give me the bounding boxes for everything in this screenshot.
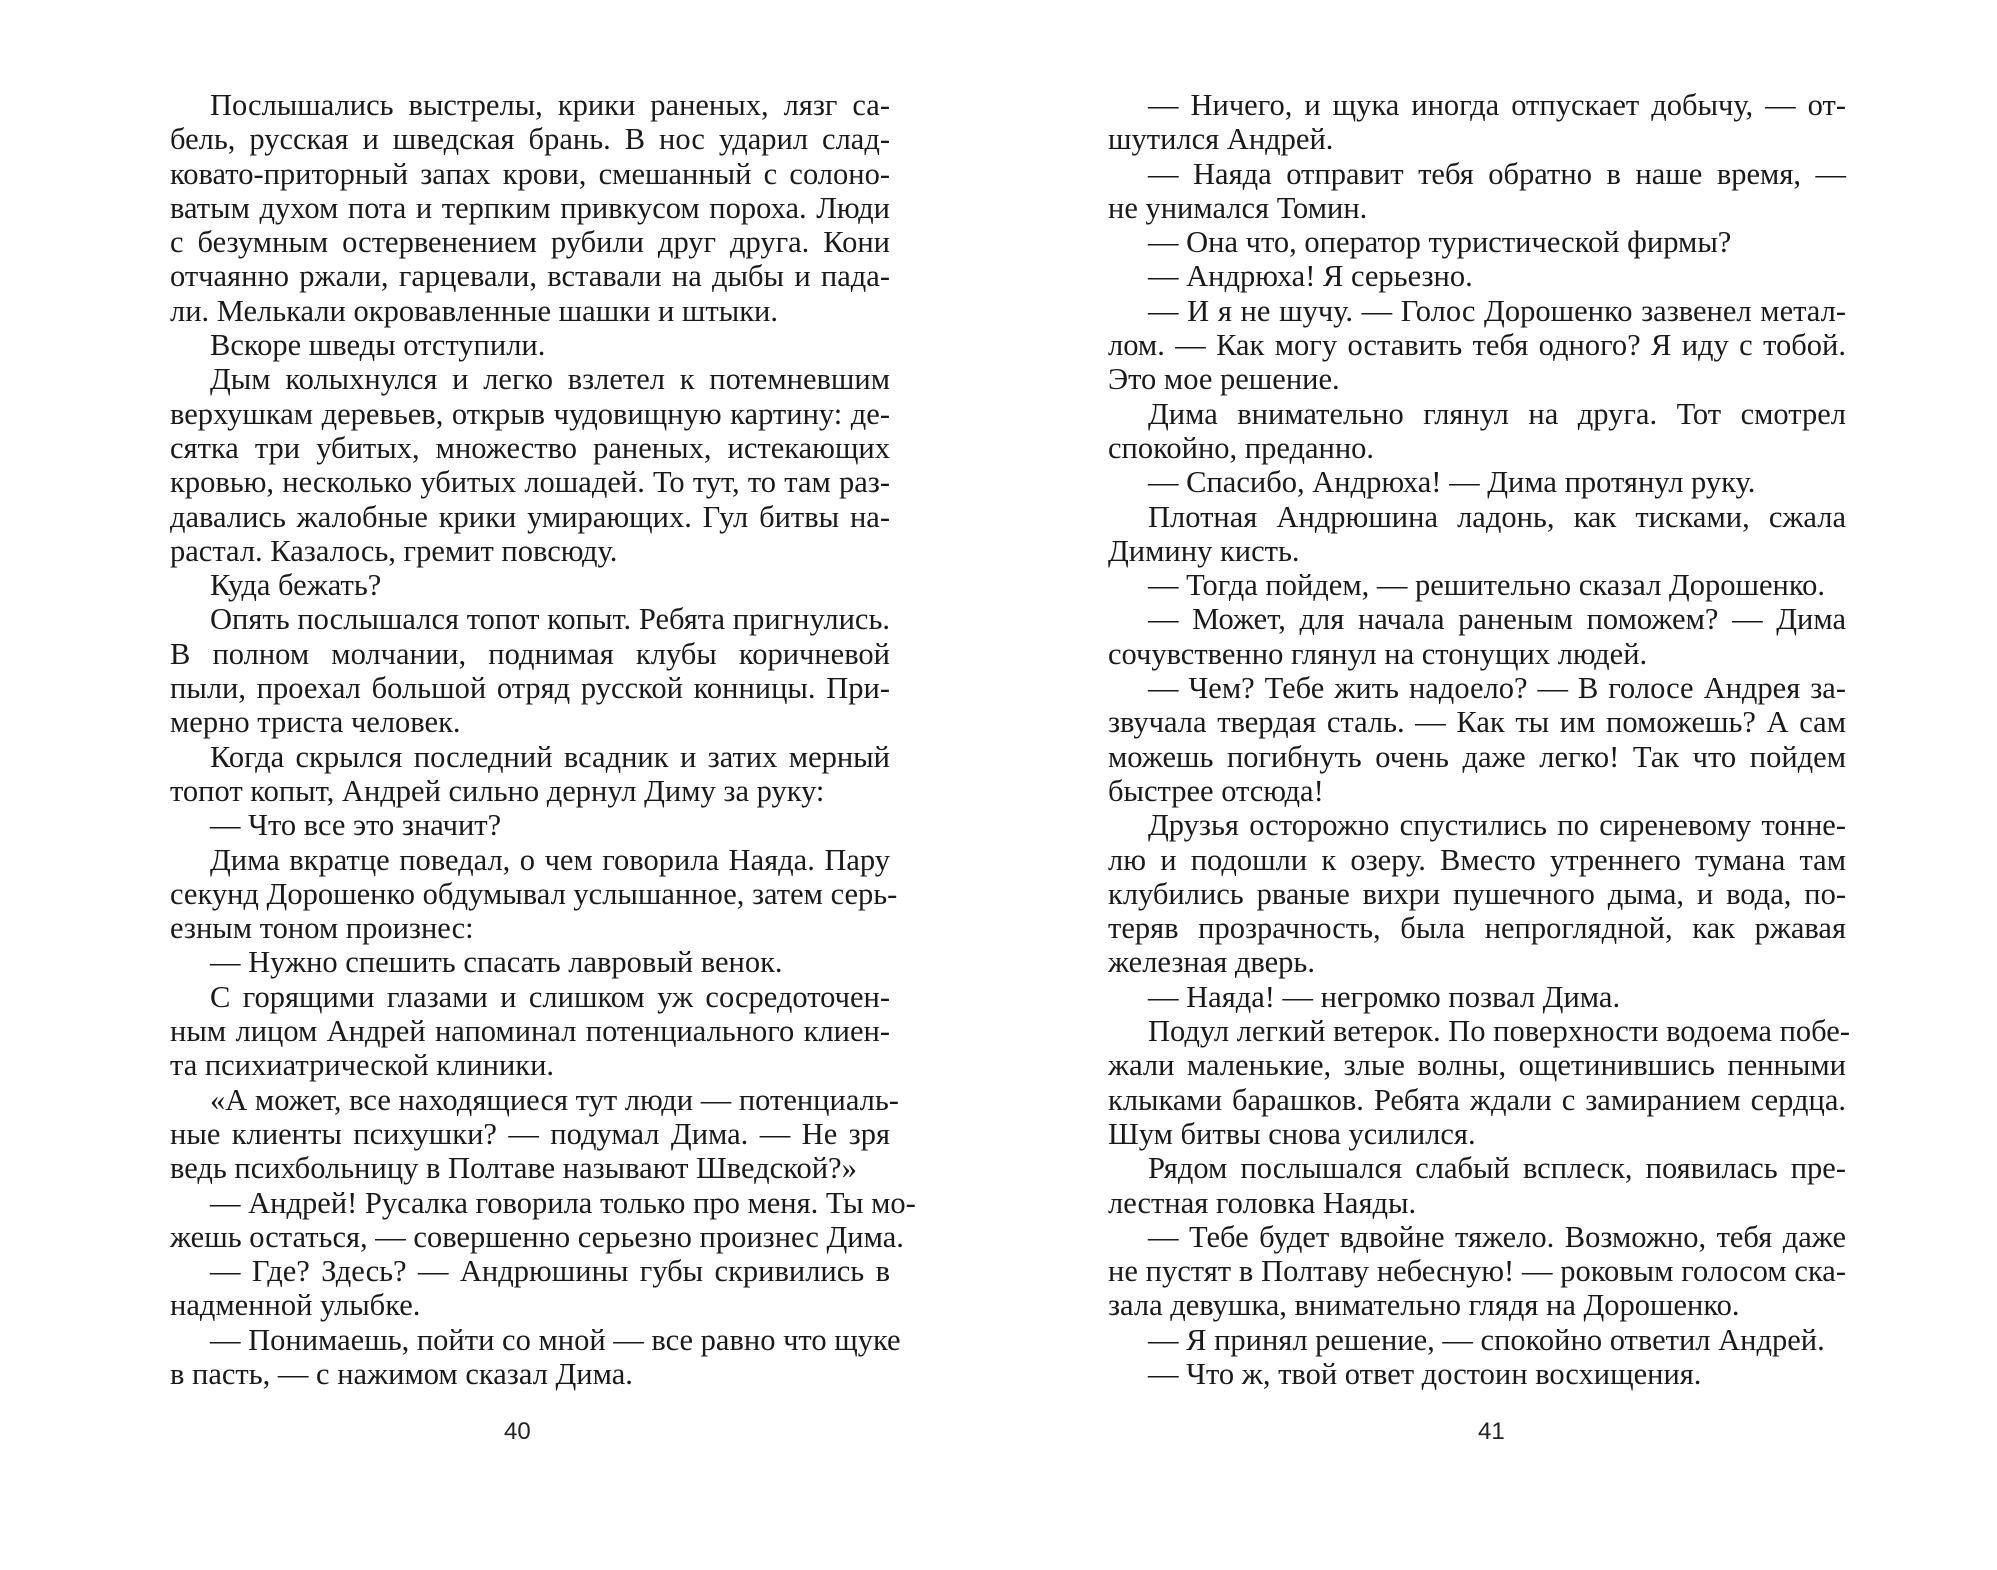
text-line: сятка три убитых, множество раненых, истекающих: [170, 430, 890, 465]
text-line: — Андрюха! Я серьезно.: [1148, 259, 1473, 294]
text-line: Друзья осторожно спустились по сиреневому тонне-: [1148, 808, 1846, 843]
text-line: Шум битвы снова усилился.: [1108, 1116, 1476, 1151]
text-line: Опять послышался топот копыт. Ребята пригнулись.: [210, 602, 890, 637]
text-line: мерно триста человек.: [170, 705, 461, 740]
text-line: ным лицом Андрей напоминал потенциального клиен-: [170, 1014, 890, 1049]
text-line: — Наяда! — негромко позвал Дима.: [1148, 979, 1621, 1014]
text-line: теряв прозрачность, была непроглядной, как ржавая: [1108, 911, 1846, 946]
text-line: с безумным остервенением рубили друг друга. Кони: [170, 225, 890, 260]
text-line: — Понимаешь, пойти со мной — все равно что щуке: [210, 1322, 901, 1357]
text-line: — Наяда отправит тебя обратно в наше время, —: [1148, 156, 1846, 191]
text-line: — Тогда пойдем, — решительно сказал Дорошенко.: [1148, 568, 1825, 603]
text-line: — Ничего, и щука иногда отпускает добычу, — от-: [1148, 88, 1846, 122]
text-line: лестная головка Наяды.: [1108, 1185, 1417, 1220]
text-line: — Андрей! Русалка говорила только про меня. Ты мо-: [210, 1185, 916, 1220]
text-line: — Тебе будет вдвойне тяжело. Возможно, тебя даже: [1148, 1219, 1846, 1254]
text-line: та психиатрической клиники.: [170, 1048, 555, 1083]
text-line: не пустят в Полтаву небесную! — роковым голосом ска-: [1108, 1254, 1846, 1289]
text-line: клубились рваные вихри пушечного дыма, и вода, по-: [1108, 876, 1846, 911]
text-line: Плотная Андрюшина ладонь, как тисками, сжала: [1148, 499, 1846, 534]
text-line: давались жалобные крики умирающих. Гул битвы на-: [170, 499, 890, 534]
text-line: С горящими глазами и слишком уж сосредоточен-: [210, 979, 890, 1014]
text-line: Дым колыхнулся и легко взлетел к потемневшим: [210, 362, 890, 397]
text-line: — Спасибо, Андрюха! — Дима протянул руку.: [1148, 465, 1756, 500]
text-line: ные клиенты психушки? — подумал Дима. — Не зря: [170, 1116, 890, 1151]
text-line: звучала твердая сталь. — Как ты им поможешь? А сам: [1108, 705, 1846, 740]
right-page-text: [1108, 88, 1850, 1391]
text-line: ли. Мелькали окровавленные шашки и штыки.: [170, 293, 778, 328]
text-line: — Нужно спешить спасать лавровый венок.: [210, 945, 783, 980]
text-line: лом. — Как могу оставить тебя одного? Я иду с тобой.: [1108, 328, 1846, 363]
text-line: быстрее отсюда!: [1108, 773, 1324, 808]
text-line: верхушкам деревьев, открыв чудовищную картину: де-: [170, 396, 890, 431]
text-line: не унимался Томин.: [1108, 190, 1368, 225]
text-line: шутился Андрей.: [1108, 122, 1334, 157]
text-line: ватым духом пота и терпким привкусом пороха. Люди: [170, 190, 890, 225]
text-line: Дима вкратце поведал, о чем говорила Наяда. Пару: [210, 842, 890, 877]
text-line: жешь остаться, — совершенно серьезно произнес Дима.: [170, 1219, 904, 1254]
text-line: — Может, для начала раненым поможем? — Дима: [1148, 602, 1846, 637]
text-line: зала девушка, внимательно глядя на Дорошенко.: [1108, 1288, 1740, 1323]
left-page: [0, 0, 998, 1570]
left-page-number: 40: [504, 1418, 531, 1445]
text-line: ковато-приторный запах крови, смешанный с солоно-: [170, 156, 890, 191]
text-line: Вскоре шведы отступили.: [210, 328, 546, 363]
text-line: Куда бежать?: [210, 568, 382, 603]
text-line: Подул легкий ветерок. По поверхности водоема побе-: [1148, 1014, 1850, 1049]
text-line: отчаянно ржали, гарцевали, вставали на дыбы и пада-: [170, 259, 890, 294]
text-line: Рядом послышался слабый всплеск, появилась пре-: [1148, 1151, 1846, 1186]
text-line: пыли, проехал большой отряд русской конницы. При-: [170, 671, 890, 706]
text-line: надменной улыбке.: [170, 1288, 421, 1323]
text-line: — И я не шучу. — Голос Дорошенко зазвенел метал-: [1148, 293, 1846, 328]
text-line: — Я принял решение, — спокойно ответил Андрей.: [1148, 1322, 1825, 1357]
text-line: В полном молчании, поднимая клубы коричневой: [170, 636, 890, 671]
text-line: топот копыт, Андрей сильно дернул Диму за руку:: [170, 773, 825, 808]
text-line: жали маленькие, злые волны, ощетинившись пенными: [1108, 1048, 1846, 1083]
text-line: секунд Дорошенко обдумывал услышанное, затем серь-: [170, 876, 898, 911]
text-line: можешь погибнуть очень даже легко! Так что пойдем: [1108, 739, 1846, 774]
text-line: Когда скрылся последний всадник и затих мерный: [210, 739, 890, 774]
text-line: ведь психбольницу в Полтаве называют Шведской?»: [170, 1151, 857, 1186]
text-line: — Где? Здесь? — Андрюшины губы скривились в: [210, 1254, 890, 1289]
right-page-number: 41: [1478, 1418, 1505, 1445]
text-line: «А может, все находящиеся тут люди — потенциаль-: [210, 1082, 899, 1117]
text-line: в пасть, — с нажимом сказал Дима.: [170, 1356, 633, 1391]
right-page: [998, 0, 1997, 1570]
text-line: железная дверь.: [1108, 945, 1315, 980]
text-line: езным тоном произнес:: [170, 911, 474, 946]
text-line: — Она что, оператор туристической фирмы?: [1148, 225, 1732, 260]
left-page-text: [170, 88, 916, 1391]
text-line: сочувственно глянул на стонущих людей.: [1108, 636, 1648, 671]
text-line: спокойно, преданно.: [1108, 430, 1375, 465]
text-line: кровью, несколько убитых лошадей. То тут, то там раз-: [170, 465, 890, 500]
text-line: Это мое решение.: [1108, 362, 1340, 397]
text-line: — Чем? Тебе жить надоело? — В голосе Андрея за-: [1148, 671, 1846, 706]
text-line: Димину кисть.: [1108, 533, 1300, 568]
text-line: Послышались выстрелы, крики раненых, лязг са-: [210, 88, 890, 122]
text-line: — Что все это значит?: [210, 808, 502, 843]
text-line: Дима внимательно глянул на друга. Тот смотрел: [1148, 396, 1846, 431]
text-line: лю и подошли к озеру. Вместо утреннего тумана там: [1108, 842, 1846, 877]
text-line: бель, русская и шведская брань. В нос ударил слад-: [170, 122, 890, 157]
text-line: — Что ж, твой ответ достоин восхищения.: [1148, 1356, 1702, 1391]
text-line: растал. Казалось, гремит повсюду.: [170, 533, 618, 568]
text-line: клыками барашков. Ребята ждали с замиранием сердца.: [1108, 1082, 1846, 1117]
